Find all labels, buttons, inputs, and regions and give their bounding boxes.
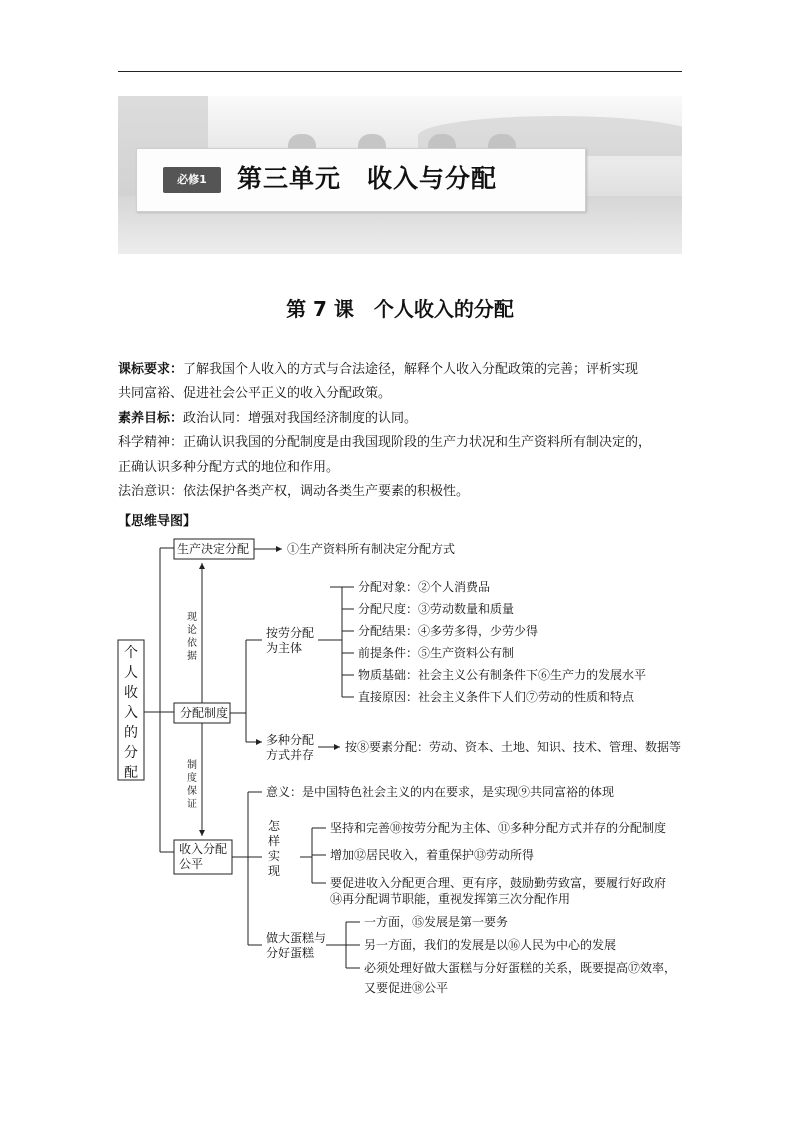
- cake-node-line1: 做大蛋糕与: [266, 931, 327, 945]
- unit-title: 第三单元 收入与分配: [237, 164, 498, 193]
- labor-item: 物质基础：社会主义公有制条件下⑥生产力的发展水平: [358, 668, 647, 682]
- labor-node-line2: 为主体: [266, 641, 303, 655]
- labor-item: 直接原因：社会主义条件下人们⑦劳动的性质和特点: [358, 690, 635, 704]
- labor-item: 分配尺度：③劳动数量和质量: [358, 602, 515, 616]
- production-point: ①生产资料所有制决定分配方式: [287, 542, 456, 556]
- how-label: 怎样实现: [267, 819, 281, 878]
- lesson-title: 第 7 课 个人收入的分配: [286, 297, 514, 321]
- labor-item: 前提条件：⑤生产资料公有制: [358, 646, 515, 660]
- intro-text: 法治意识：依法保护各类产权，调动各类生产要素的积极性。: [118, 484, 470, 499]
- intro-text: 政治认同：增强对我国经济制度的认同。: [183, 411, 418, 426]
- theory-basis-label: 现论依据: [187, 612, 197, 662]
- how-item: 坚持和完善⑩按劳分配为主体、⑪多种分配方式并存的分配制度: [330, 821, 667, 835]
- root-label: 个人收入的分配: [124, 645, 138, 781]
- course-badge: 必修1: [163, 167, 221, 193]
- intro-label: 课标要求：: [118, 362, 184, 377]
- intro-text: 科学精神：正确认识我国的分配制度是由我国现阶段的生产力状况和生产资料所有制决定的，: [118, 435, 652, 450]
- multi-item: 按⑧要素分配：劳动、资本、土地、知识、技术、管理、数据等: [345, 740, 682, 754]
- intro-text: 正确认识多种分配方式的地位和作用。: [118, 460, 340, 475]
- significance: 意义：是中国特色社会主义的内在要求，是实现⑨共同富裕的体现: [266, 785, 615, 799]
- how-item: 要促进收入分配更合理、更有序，鼓励勤劳致富，要履行好政府: [330, 876, 667, 890]
- fair-node-line2: 公平: [179, 857, 204, 871]
- cake-node-line2: 分好蛋糕: [266, 946, 315, 960]
- fair-node-line1: 收入分配: [179, 842, 228, 856]
- labor-item: 分配对象：②个人消费品: [358, 580, 491, 594]
- how-item: ⑭再分配调节职能，重视发挥第三次分配作用: [330, 892, 571, 906]
- production-label: 生产决定分配: [177, 542, 250, 556]
- mindmap-heading: 【思维导图】: [118, 514, 197, 529]
- multi-node-line1: 多种分配: [266, 733, 315, 747]
- cake-item: 另一方面，我们的发展是以⑯人民为中心的发展: [364, 938, 617, 952]
- intro-text: 共同富裕、促进社会公平正义的收入分配政策。: [118, 386, 392, 401]
- labor-item: 分配结果：④多劳多得，少劳少得: [358, 624, 539, 638]
- cake-item: 一方面，⑮发展是第一要务: [364, 915, 509, 929]
- how-item: 增加⑫居民收入，着重保护⑬劳动所得: [330, 848, 535, 862]
- system-guarantee-label: 制度保证: [187, 760, 197, 810]
- multi-node-line2: 方式并存: [266, 748, 315, 762]
- cake-item: 必须处理好做大蛋糕与分好蛋糕的关系，既要提高⑰效率，: [364, 961, 677, 975]
- intro-text: 了解我国个人收入的方式与合法途径，解释个人收入分配政策的完善；评析实现: [183, 362, 639, 377]
- labor-node-line1: 按劳分配: [266, 626, 315, 640]
- system-label: 分配制度: [180, 706, 229, 720]
- cake-item: 又要促进⑱公平: [364, 981, 449, 995]
- intro-label: 素养目标：: [118, 411, 184, 426]
